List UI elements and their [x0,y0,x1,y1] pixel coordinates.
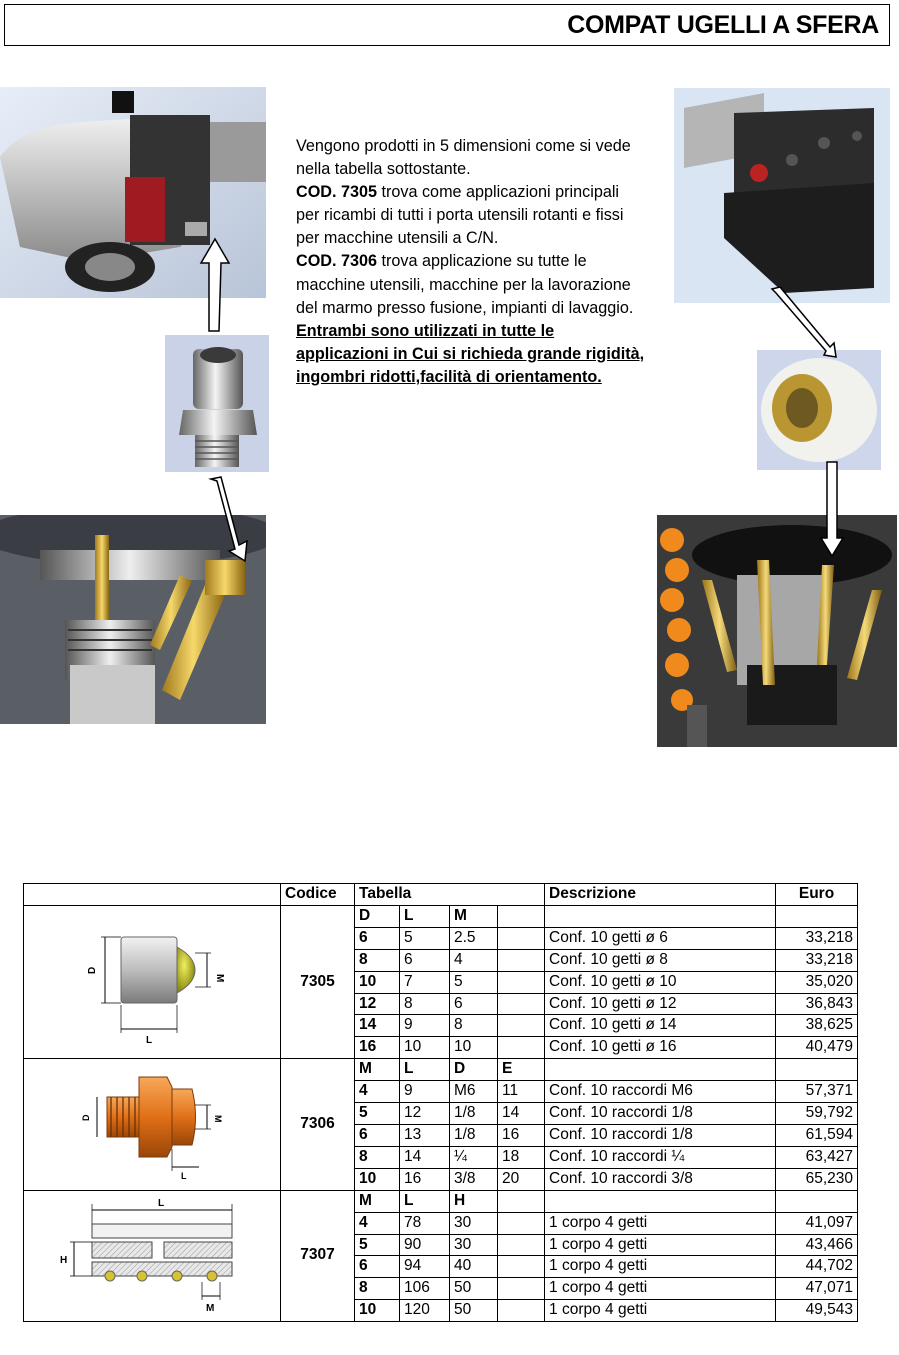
price-table [23,883,858,1322]
cell-c: 1/8 [450,1124,498,1146]
code-cell-7307: 7307 [281,1190,355,1321]
cell-euro: 65,230 [776,1168,858,1190]
cell-b: 9 [400,1015,450,1037]
cell-b: 12 [400,1103,450,1125]
cell-euro: 41,097 [776,1212,858,1234]
dim-label-m: M [213,1114,223,1123]
desc-highlight: Entrambi sono utilizzati in tutte le applicazioni in Cui si richieda grande rigidità, ingombri ridotti,facilità di orientamento. [296,321,645,386]
cell-b: 106 [400,1278,450,1300]
desc-line-2: nella tabella sottostante. [296,160,471,179]
cell-d [498,927,545,949]
figure-7306 [24,1059,281,1190]
cell-desc: 1 corpo 4 getti [545,1256,776,1278]
cell-d [498,1278,545,1300]
cell-euro: 33,218 [776,927,858,949]
cell-d: 18 [498,1146,545,1168]
cell-d [498,1015,545,1037]
col-label: M [355,1059,400,1081]
cell-desc: Conf. 10 getti ø 16 [545,1037,776,1059]
cell-a: 8 [355,1146,400,1168]
cell-desc: Conf. 10 raccordi 3/8 [545,1168,776,1190]
cell-desc: Conf. 10 raccordi 1/8 [545,1103,776,1125]
col-label: H [450,1190,498,1212]
header-euro: Euro [776,884,858,906]
code-7305-text: trova come applicazioni principali per ricambi di tutti i porta utensili rotanti e fissi per macchine utensili a C/N. [296,183,624,248]
figure-7307 [24,1190,281,1321]
cell-desc: Conf. 10 getti ø 10 [545,971,776,993]
cell-c: 50 [450,1300,498,1322]
cell-desc: Conf. 10 getti ø 8 [545,949,776,971]
header-tabella: Tabella [355,884,545,906]
code-cell-7306: 7306 [281,1059,355,1190]
cell-b: 14 [400,1146,450,1168]
cell-c: 40 [450,1256,498,1278]
cell-euro: 49,543 [776,1300,858,1322]
dim-label-l: L [146,1035,153,1047]
cell-euro: 33,218 [776,949,858,971]
col-label: E [498,1059,545,1081]
code-7306-label: COD. 7306 [296,252,377,271]
cell-a: 16 [355,1037,400,1059]
cell-euro: 40,479 [776,1037,858,1059]
cell-a: 8 [355,1278,400,1300]
figure-7305 [24,905,281,1058]
cell-a: 4 [355,1081,400,1103]
cell-desc: 1 corpo 4 getti [545,1212,776,1234]
col-label: D [355,905,400,927]
cell-d [498,949,545,971]
code-cell-7305: 7305 [281,905,355,1058]
cell-euro: 43,466 [776,1234,858,1256]
cell-b: 10 [400,1037,450,1059]
cell-d: 16 [498,1124,545,1146]
dim-label-d: D [87,966,98,975]
col-label: L [400,905,450,927]
cell-b: 8 [400,993,450,1015]
cell-b: 120 [400,1300,450,1322]
dim-label-l: L [181,1170,187,1181]
page-title: COMPAT UGELLI A SFERA [567,11,879,39]
cell-d: 14 [498,1103,545,1125]
code-7305-label: COD. 7305 [296,183,377,202]
desc-line-1: Vengono prodotti in 5 dimensioni come si vede [296,137,631,155]
cell-b: 78 [400,1212,450,1234]
cell-a: 10 [355,971,400,993]
cell-euro: 36,843 [776,993,858,1015]
dim-label-h: H [60,1254,68,1266]
cell-d [498,1212,545,1234]
cell-c: 6 [450,993,498,1015]
col-label [498,1190,545,1212]
cell-a: 4 [355,1212,400,1234]
cell-b: 6 [400,949,450,971]
cell-a: 10 [355,1300,400,1322]
col-label [498,905,545,927]
col-label: L [400,1190,450,1212]
cell-b: 94 [400,1256,450,1278]
arrow-diagonal-icon [770,285,840,360]
cell-d [498,971,545,993]
cell-d [498,1300,545,1322]
desc-code-7305 [296,181,646,250]
fitting-7306-drawing [77,1067,227,1182]
cell-a: 6 [355,1124,400,1146]
group-7307-subheader [24,1190,858,1212]
cell-b: 16 [400,1168,450,1190]
col-label: M [450,905,498,927]
desc-code-7306 [296,250,646,319]
cell-b: 13 [400,1124,450,1146]
header-descrizione: Descrizione [545,884,776,906]
cell-desc: Conf. 10 getti ø 14 [545,1015,776,1037]
arrow-down-icon [205,475,255,565]
cell-desc: Conf. 10 raccordi M6 [545,1081,776,1103]
cell-a: 6 [355,927,400,949]
cell-desc: Conf. 10 raccordi 1/8 [545,1124,776,1146]
dim-label-d: D [81,1114,91,1121]
dim-label-l: L [158,1197,165,1209]
cell-c: ¼ [450,1146,498,1168]
photo-holder-block [674,88,890,303]
cell-c: 8 [450,1015,498,1037]
cell-c: 10 [450,1037,498,1059]
cell-euro: 35,020 [776,971,858,993]
group-7305-subheader [24,905,858,927]
cell-b: 9 [400,1081,450,1103]
cell-c: 3/8 [450,1168,498,1190]
cell-c: 50 [450,1278,498,1300]
photo-white-nozzle [757,350,881,470]
cell-d: 20 [498,1168,545,1190]
cell-c: 1/8 [450,1103,498,1125]
photo-nozzle-fitting [165,335,269,472]
cell-desc: 1 corpo 4 getti [545,1234,776,1256]
cell-c: 5 [450,971,498,993]
cell-c: 30 [450,1234,498,1256]
cell-desc: 1 corpo 4 getti [545,1278,776,1300]
cell-euro: 61,594 [776,1124,858,1146]
cell-b: 90 [400,1234,450,1256]
cell-a: 5 [355,1234,400,1256]
photo-milling-head [657,515,897,747]
cell-c: 4 [450,949,498,971]
col-label: L [400,1059,450,1081]
cell-a: 5 [355,1103,400,1125]
cell-euro: 63,427 [776,1146,858,1168]
cell-a: 14 [355,1015,400,1037]
cell-c: M6 [450,1081,498,1103]
cell-desc: 1 corpo 4 getti [545,1300,776,1322]
group-7306-subheader [24,1059,858,1081]
cell-d [498,993,545,1015]
cell-b: 7 [400,971,450,993]
header-codice: Codice [281,884,355,906]
cell-d [498,1256,545,1278]
cell-euro: 47,071 [776,1278,858,1300]
nozzle-7305-drawing [77,917,227,1047]
arrow-down-right-icon [818,460,846,560]
cell-d [498,1234,545,1256]
cell-euro: 38,625 [776,1015,858,1037]
col-label: M [355,1190,400,1212]
code-7306-text: trova applicazione su tutte le macchine utensili, macchine per la lavorazione del marmo presso fusione, impianti di lavaggio. [296,252,634,317]
cell-d: 11 [498,1081,545,1103]
manifold-7307-drawing [52,1196,252,1316]
dim-label-m: M [214,974,225,983]
cell-a: 8 [355,949,400,971]
cell-euro: 44,702 [776,1256,858,1278]
product-description [296,135,646,389]
cell-d [498,1037,545,1059]
dim-label-m: M [206,1302,215,1314]
cell-a: 10 [355,1168,400,1190]
cell-desc: Conf. 10 getti ø 6 [545,927,776,949]
table-header-row [24,884,858,906]
cell-b: 5 [400,927,450,949]
title-box [4,4,890,46]
arrow-up-icon [195,235,235,335]
cell-desc: Conf. 10 getti ø 12 [545,993,776,1015]
cell-euro: 57,371 [776,1081,858,1103]
cell-desc: Conf. 10 raccordi ¼ [545,1146,776,1168]
cell-a: 6 [355,1256,400,1278]
cell-a: 12 [355,993,400,1015]
cell-c: 30 [450,1212,498,1234]
cell-euro: 59,792 [776,1103,858,1125]
cell-c: 2.5 [450,927,498,949]
col-label: D [450,1059,498,1081]
